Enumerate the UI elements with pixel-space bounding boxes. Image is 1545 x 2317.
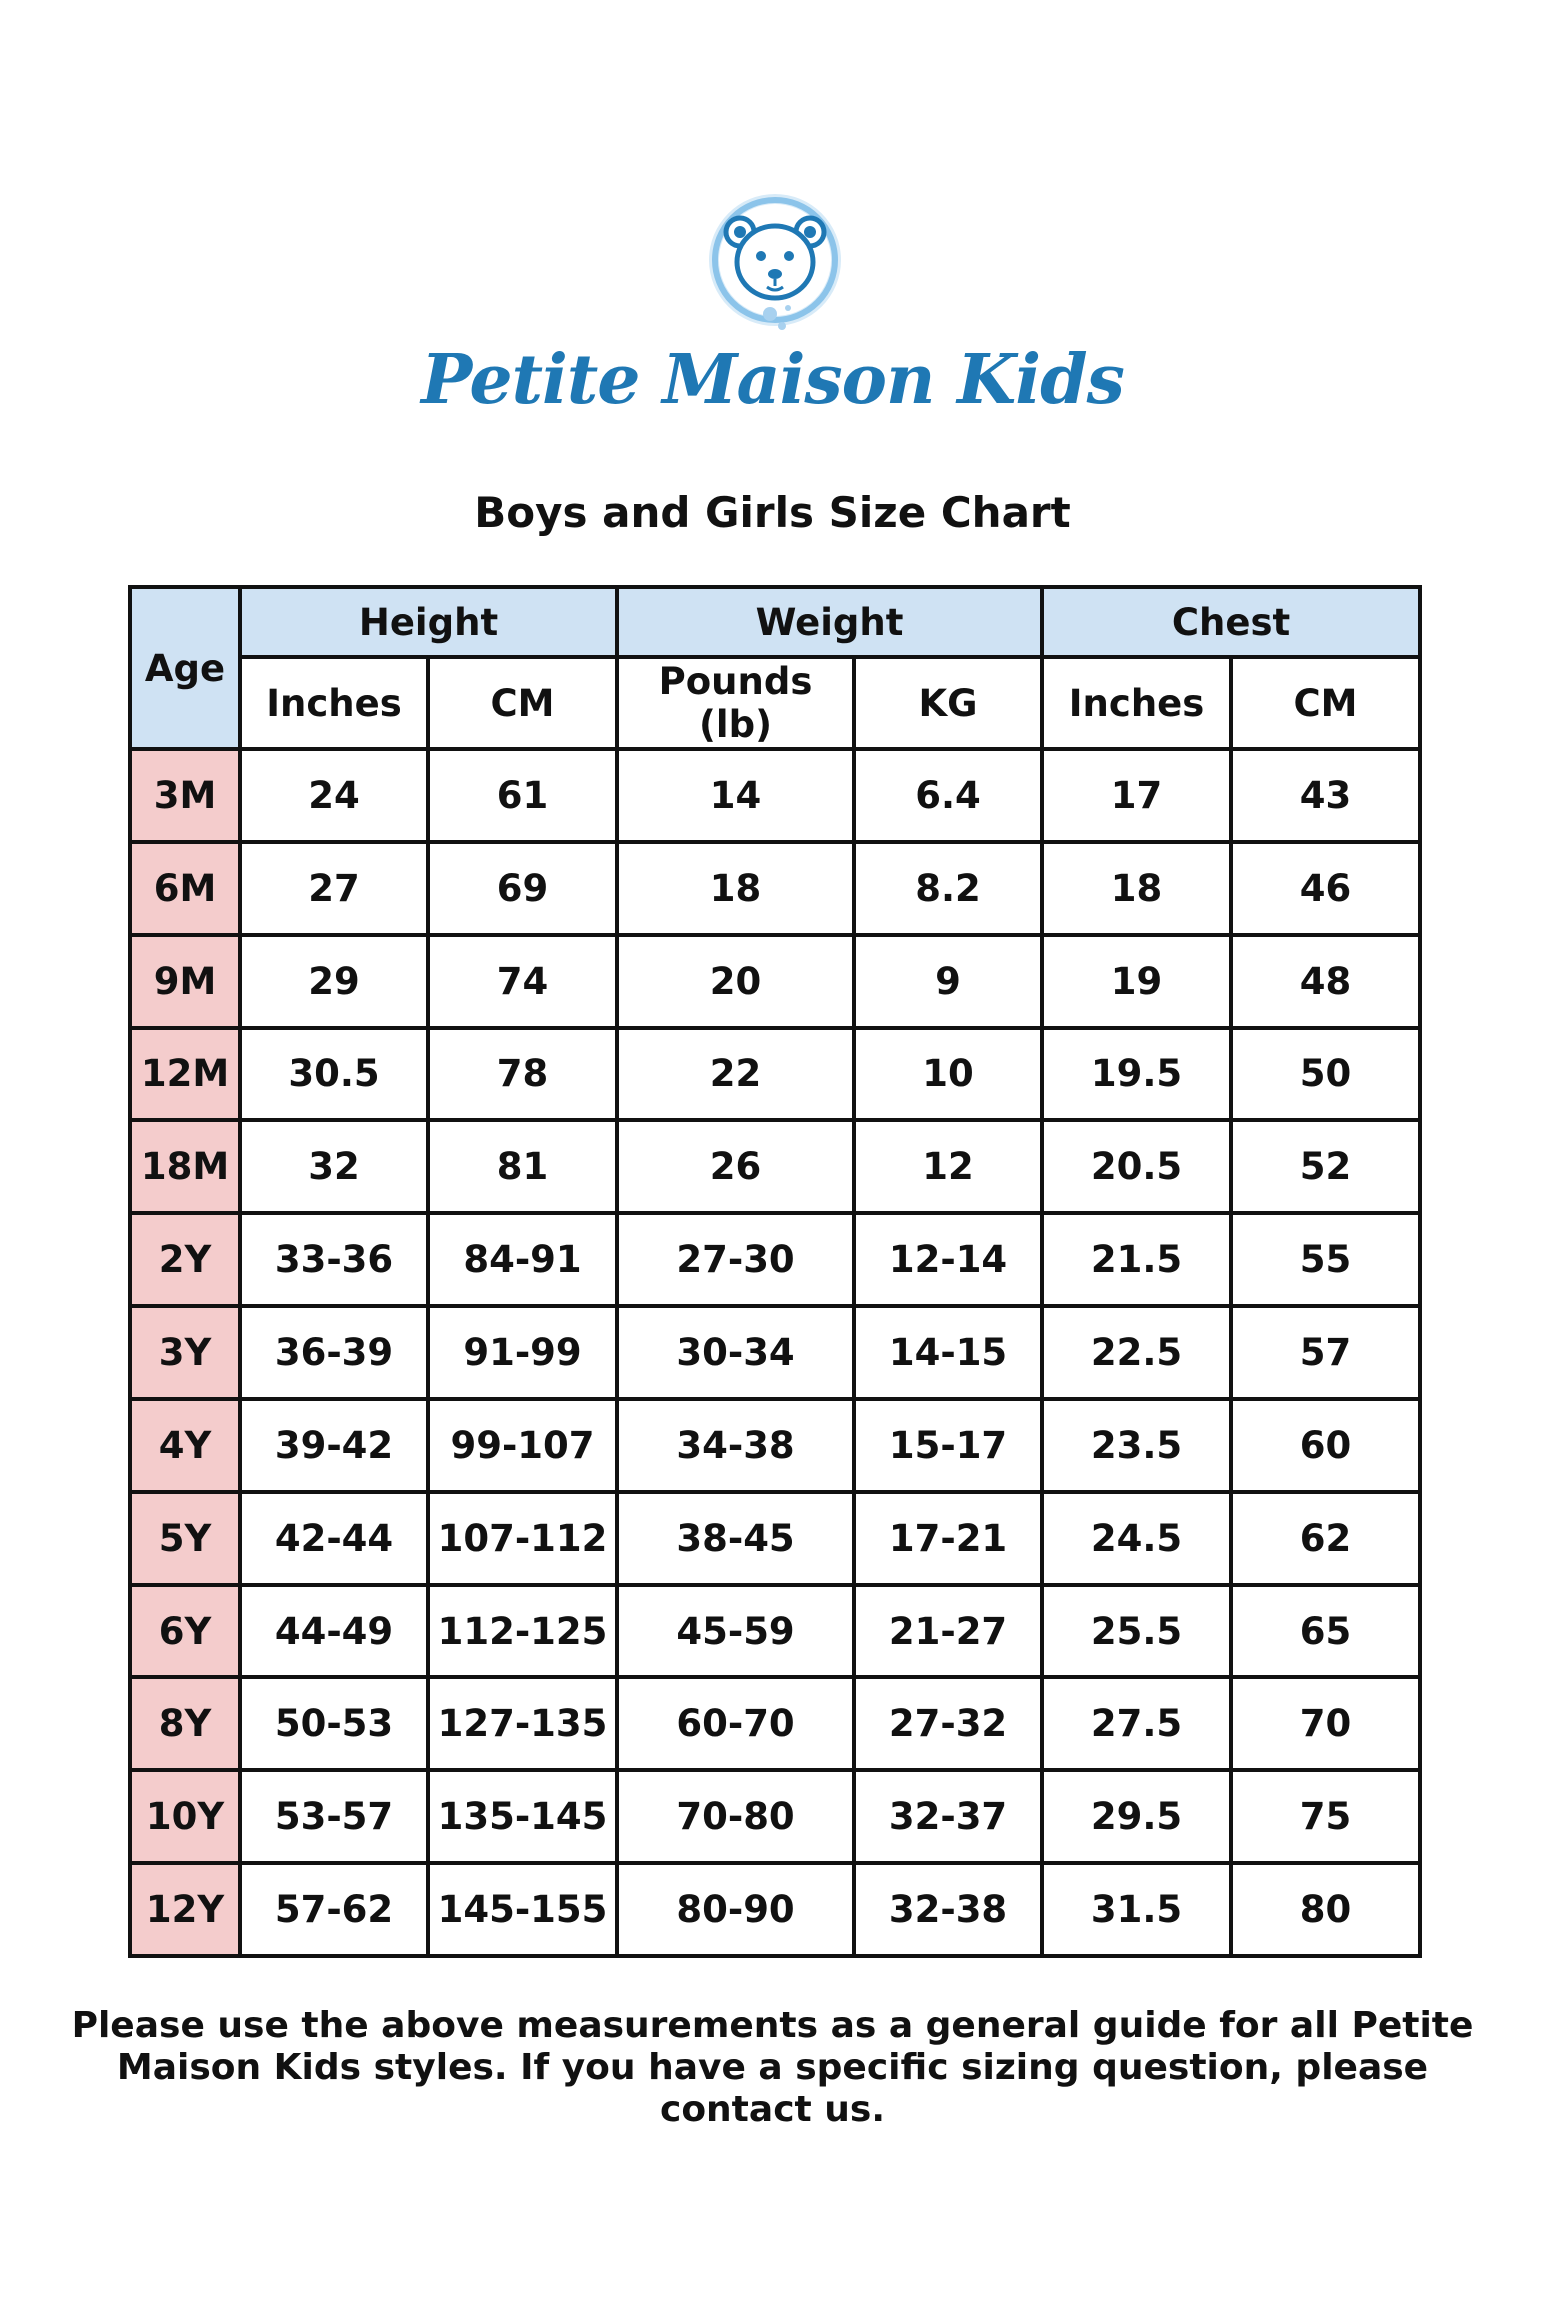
table-cell: 50-53 <box>240 1677 428 1770</box>
table-cell: 33-36 <box>240 1213 428 1306</box>
table-cell: 20 <box>617 935 854 1028</box>
table-cell: 22.5 <box>1042 1306 1231 1399</box>
table-cell: 36-39 <box>240 1306 428 1399</box>
table-cell: 53-57 <box>240 1770 428 1863</box>
table-cell: 38-45 <box>617 1492 854 1585</box>
age-cell: 12Y <box>130 1863 240 1956</box>
table-row <box>130 1399 1420 1492</box>
table-cell: 27 <box>240 842 428 935</box>
age-cell: 6M <box>130 842 240 935</box>
table-cell: 6.4 <box>854 749 1042 842</box>
chest-inches-header: Inches <box>1042 657 1231 749</box>
table-cell: 34-38 <box>617 1399 854 1492</box>
table-cell: 27.5 <box>1042 1677 1231 1770</box>
table-cell: 18 <box>617 842 854 935</box>
footer-line-2: Maison Kids styles. If you have a specific sizing question, please contact us. <box>116 2047 1429 2130</box>
table-row <box>130 1863 1420 1956</box>
table-cell: 29 <box>240 935 428 1028</box>
table-row <box>130 1120 1420 1213</box>
table-cell: 78 <box>428 1028 617 1121</box>
table-cell: 14-15 <box>854 1306 1042 1399</box>
table-cell: 30-34 <box>617 1306 854 1399</box>
table-row <box>130 1770 1420 1863</box>
weight-pounds-header: Pounds (lb) <box>617 657 854 749</box>
table-cell: 69 <box>428 842 617 935</box>
table-cell: 70 <box>1231 1677 1420 1770</box>
size-rows <box>130 749 1420 1956</box>
table-cell: 19.5 <box>1042 1028 1231 1121</box>
table-row <box>130 749 1420 842</box>
age-cell: 3Y <box>130 1306 240 1399</box>
age-cell: 4Y <box>130 1399 240 1492</box>
age-cell: 6Y <box>130 1585 240 1678</box>
table-cell: 48 <box>1231 935 1420 1028</box>
table-cell: 32 <box>240 1120 428 1213</box>
table-row <box>130 935 1420 1028</box>
table-cell: 74 <box>428 935 617 1028</box>
age-cell: 10Y <box>130 1770 240 1863</box>
table-cell: 107-112 <box>428 1492 617 1585</box>
table-cell: 21-27 <box>854 1585 1042 1678</box>
table-cell: 32-38 <box>854 1863 1042 1956</box>
table-row <box>130 1492 1420 1585</box>
table-row <box>130 1213 1420 1306</box>
table-cell: 24 <box>240 749 428 842</box>
table-cell: 21.5 <box>1042 1213 1231 1306</box>
table-cell: 14 <box>617 749 854 842</box>
table-row <box>130 1028 1420 1121</box>
height-inches-header: Inches <box>240 657 428 749</box>
chest-group-header: Chest <box>1042 587 1420 657</box>
table-cell: 31.5 <box>1042 1863 1231 1956</box>
table-cell: 27-30 <box>617 1213 854 1306</box>
table-cell: 52 <box>1231 1120 1420 1213</box>
table-cell: 42-44 <box>240 1492 428 1585</box>
table-cell: 91-99 <box>428 1306 617 1399</box>
table-cell: 84-91 <box>428 1213 617 1306</box>
brand-name: Petite Maison Kids <box>421 340 1124 420</box>
table-cell: 62 <box>1231 1492 1420 1585</box>
table-cell: 22 <box>617 1028 854 1121</box>
age-header: Age <box>130 587 240 749</box>
table-cell: 26 <box>617 1120 854 1213</box>
table-cell: 32-37 <box>854 1770 1042 1863</box>
table-cell: 20.5 <box>1042 1120 1231 1213</box>
table-cell: 145-155 <box>428 1863 617 1956</box>
table-cell: 45-59 <box>617 1585 854 1678</box>
table-cell: 55 <box>1231 1213 1420 1306</box>
table-cell: 127-135 <box>428 1677 617 1770</box>
table-cell: 50 <box>1231 1028 1420 1121</box>
age-cell: 8Y <box>130 1677 240 1770</box>
table-cell: 43 <box>1231 749 1420 842</box>
table-row <box>130 1585 1420 1678</box>
table-cell: 80-90 <box>617 1863 854 1956</box>
table-cell: 24.5 <box>1042 1492 1231 1585</box>
footer-line-1: Please use the above measurements as a general guide for all Petite <box>71 2005 1474 2046</box>
table-cell: 17 <box>1042 749 1231 842</box>
table-cell: 99-107 <box>428 1399 617 1492</box>
table-cell: 75 <box>1231 1770 1420 1863</box>
footer-note <box>60 2005 1485 2131</box>
age-cell: 9M <box>130 935 240 1028</box>
table-cell: 29.5 <box>1042 1770 1231 1863</box>
table-cell: 12 <box>854 1120 1042 1213</box>
table-cell: 39-42 <box>240 1399 428 1492</box>
table-cell: 135-145 <box>428 1770 617 1863</box>
table-cell: 19 <box>1042 935 1231 1028</box>
chart-title: Boys and Girls Size Chart <box>474 488 1071 537</box>
age-cell: 18M <box>130 1120 240 1213</box>
table-cell: 80 <box>1231 1863 1420 1956</box>
table-cell: 8.2 <box>854 842 1042 935</box>
table-row <box>130 1677 1420 1770</box>
table-cell: 70-80 <box>617 1770 854 1863</box>
table-cell: 30.5 <box>240 1028 428 1121</box>
weight-group-header: Weight <box>617 587 1042 657</box>
table-row <box>130 1306 1420 1399</box>
table-row <box>130 842 1420 935</box>
chest-cm-header: CM <box>1231 657 1420 749</box>
teddy-bear-icon <box>700 190 850 340</box>
table-cell: 9 <box>854 935 1042 1028</box>
age-cell: 5Y <box>130 1492 240 1585</box>
table-cell: 57 <box>1231 1306 1420 1399</box>
table-cell: 18 <box>1042 842 1231 935</box>
table-cell: 46 <box>1231 842 1420 935</box>
table-cell: 17-21 <box>854 1492 1042 1585</box>
weight-kg-header: KG <box>854 657 1042 749</box>
table-cell: 65 <box>1231 1585 1420 1678</box>
age-cell: 3M <box>130 749 240 842</box>
table-cell: 60-70 <box>617 1677 854 1770</box>
height-cm-header: CM <box>428 657 617 749</box>
table-cell: 23.5 <box>1042 1399 1231 1492</box>
table-cell: 112-125 <box>428 1585 617 1678</box>
table-cell: 81 <box>428 1120 617 1213</box>
size-chart-table <box>128 585 1422 1958</box>
table-cell: 10 <box>854 1028 1042 1121</box>
table-cell: 61 <box>428 749 617 842</box>
table-cell: 27-32 <box>854 1677 1042 1770</box>
table-cell: 12-14 <box>854 1213 1042 1306</box>
table-cell: 25.5 <box>1042 1585 1231 1678</box>
table-cell: 57-62 <box>240 1863 428 1956</box>
age-cell: 12M <box>130 1028 240 1121</box>
table-cell: 44-49 <box>240 1585 428 1678</box>
table-cell: 60 <box>1231 1399 1420 1492</box>
height-group-header: Height <box>240 587 617 657</box>
age-cell: 2Y <box>130 1213 240 1306</box>
table-cell: 15-17 <box>854 1399 1042 1492</box>
